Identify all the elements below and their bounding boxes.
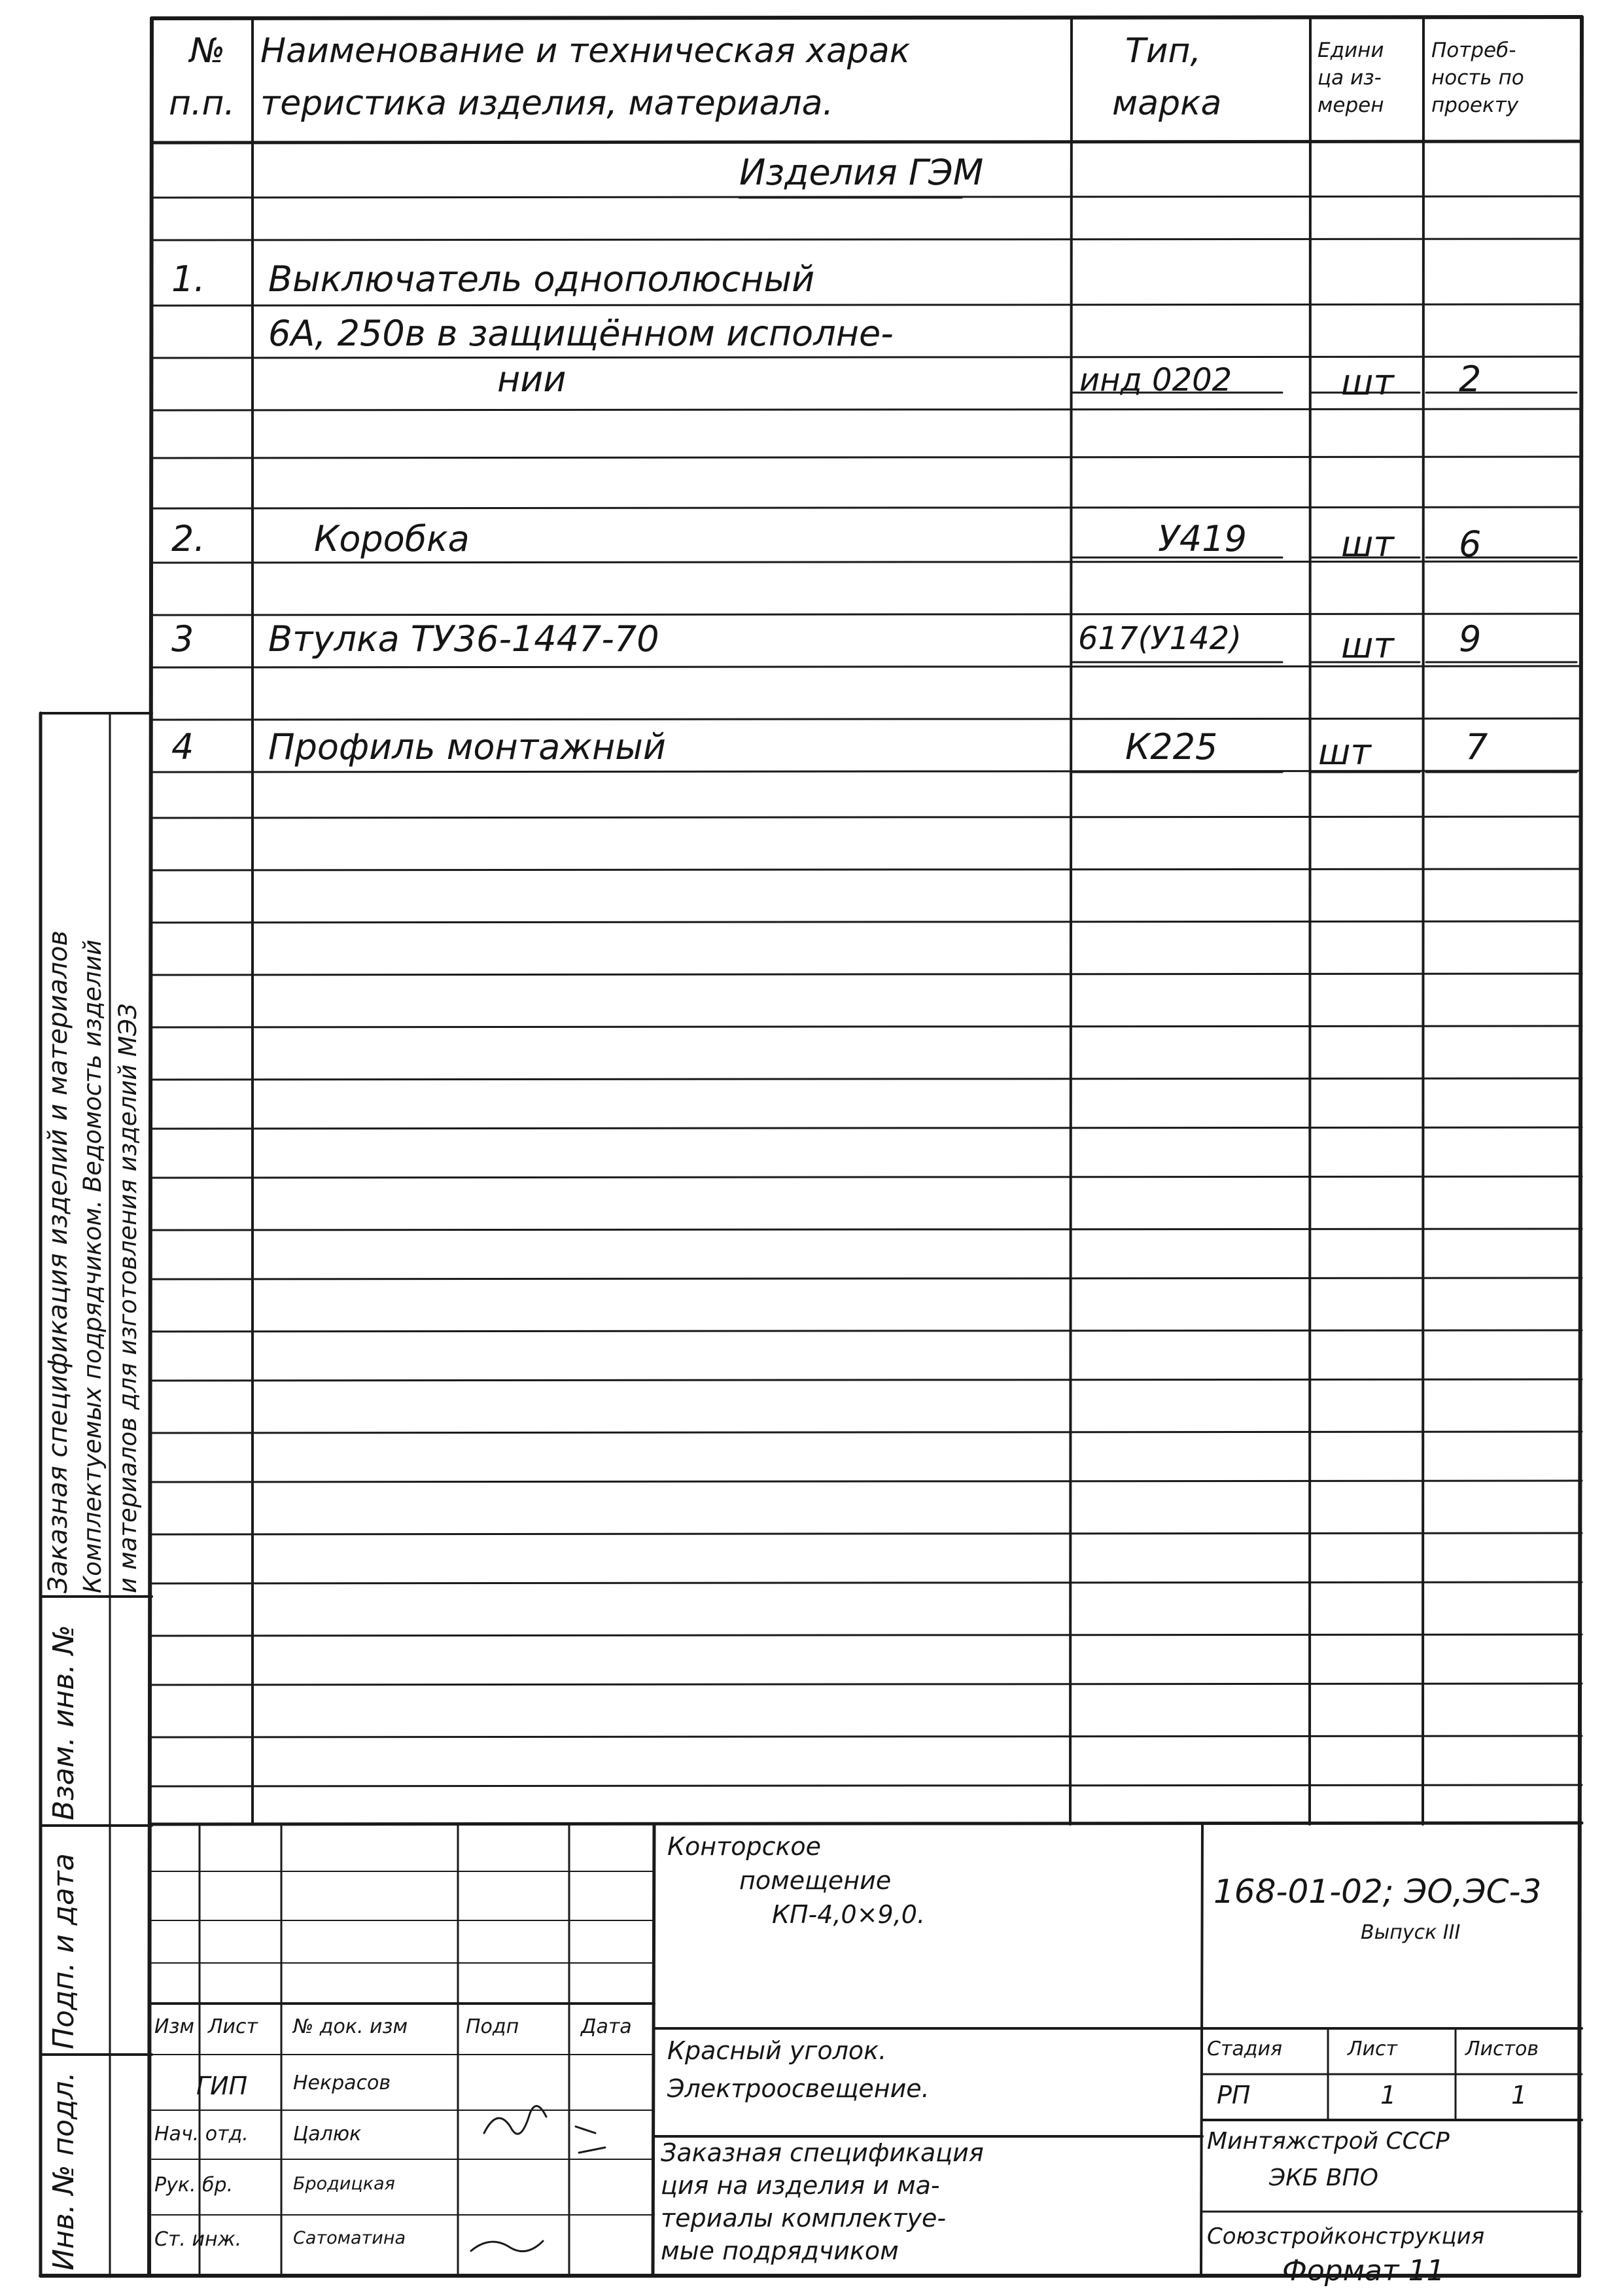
item-3-qty: 9: [1459, 618, 1482, 660]
item-3-type: 617(У142): [1078, 620, 1242, 657]
tb-object-line1: Конторское: [667, 1832, 822, 1861]
item-1-unit: шт: [1341, 362, 1394, 403]
tb-object-line2: помещение: [739, 1866, 892, 1895]
col-num-header-line2: п.п.: [169, 84, 236, 123]
col-name-header-line1: Наименование и техническая харак: [260, 31, 911, 71]
tb-doc-code: 168-01-02; ЭО,ЭС-3: [1213, 1873, 1542, 1911]
tb-role-ruk: Рук. бр.: [154, 2174, 234, 2197]
col-need-header-line3: проекту: [1431, 94, 1519, 117]
tb-spec-line3: териалы комплектуе-: [661, 2204, 947, 2233]
item-2-type: У419: [1158, 518, 1247, 559]
col-unit-header-line1: Едини: [1318, 39, 1384, 62]
tb-object-line3: КП-4,0×9,0.: [772, 1900, 926, 1929]
tb-stage-value: РП: [1217, 2081, 1251, 2110]
item-3-name: Втулка ТУ36-1447-70: [268, 618, 659, 660]
item-3-unit: шт: [1341, 625, 1394, 666]
tb-org-line3: Союзстройконструкция: [1207, 2223, 1485, 2250]
tb-name-gip: Некрасов: [293, 2072, 391, 2094]
col-num-header-line1: №: [190, 31, 226, 71]
item-2-num: 2.: [171, 518, 205, 559]
tb-sheets-value: 1: [1511, 2081, 1527, 2110]
item-1-name-line2: 6А, 250в в защищённом исполне-: [268, 313, 894, 354]
item-4-type: К225: [1125, 726, 1218, 768]
col-need-header-line1: Потреб-: [1431, 39, 1516, 62]
tb-name-ruk: Бродицкая: [293, 2174, 395, 2194]
margin-sign-date: Подп. и дата: [47, 1853, 80, 2049]
tb-sheet-label: Лист: [1348, 2038, 1398, 2060]
tb-sheets-label: Листов: [1465, 2038, 1539, 2060]
format-label: Формат 11: [1282, 2254, 1445, 2287]
item-4-unit: шт: [1318, 732, 1371, 773]
margin-inv-orig: Инв. № подл.: [47, 2072, 80, 2270]
col-unit-header-line2: ца из-: [1318, 66, 1382, 90]
margin-title-line1: Заказная спецификация изделий и материалов: [43, 930, 73, 1593]
item-1-num: 1.: [171, 258, 205, 300]
item-4-name: Профиль монтажный: [268, 726, 667, 768]
section-title: Изделия ГЭМ: [739, 152, 984, 193]
item-2-unit: шт: [1341, 523, 1394, 565]
margin-title-line3: и материалов для изготовления изделий МЭЗ: [114, 1003, 142, 1593]
tb-role-nach: Нач. отд.: [154, 2123, 249, 2146]
item-3-num: 3: [171, 618, 194, 660]
col-unit-header-line3: мерен: [1318, 94, 1384, 117]
tb-spec-line4: мые подрядчиком: [661, 2236, 899, 2265]
tb-spec-line2: ция на изделия и ма-: [661, 2171, 940, 2200]
item-1-name-line1: Выключатель однополюсный: [268, 258, 815, 300]
tb-col-date: Дата: [581, 2015, 632, 2038]
col-need-header-line2: ность по: [1431, 66, 1524, 90]
tb-col-list: Лист: [208, 2015, 258, 2038]
item-1-name-line3: нии: [497, 359, 567, 400]
tb-spec-line1: Заказная спецификация: [661, 2138, 984, 2167]
item-4-num: 4: [171, 726, 194, 768]
tb-sheet-value: 1: [1380, 2081, 1397, 2110]
tb-subject-line1: Красный уголок.: [667, 2036, 887, 2065]
col-name-header-line2: теристика изделия, материала.: [260, 84, 834, 123]
item-2-qty: 6: [1459, 523, 1482, 565]
item-1-qty: 2: [1459, 359, 1482, 400]
item-4-qty: 7: [1465, 726, 1488, 768]
tb-org-line1: Минтяжстрой СССР: [1207, 2128, 1450, 2155]
col-type-header-line1: Тип,: [1125, 31, 1202, 71]
col-type-header-line2: марка: [1112, 84, 1222, 123]
tb-name-st: Сатоматина: [293, 2228, 406, 2248]
item-1-type: инд 0202: [1079, 362, 1232, 398]
tb-org-line2: ЭКБ ВПО: [1269, 2164, 1378, 2191]
margin-title-line2: Комплектуемых подрядчиком. Ведомость изделий: [79, 939, 107, 1593]
tb-col-doc: № док. изм: [293, 2015, 408, 2038]
tb-role-st: Ст. инж.: [154, 2228, 242, 2251]
tb-name-nach: Цалюк: [293, 2123, 362, 2146]
tb-col-sign: Подп: [466, 2015, 519, 2038]
tb-col-izm: Изм: [154, 2015, 195, 2038]
item-2-name: Коробка: [314, 518, 470, 559]
tb-subject-line2: Электроосвещение.: [667, 2074, 930, 2103]
tb-issue: Выпуск III: [1361, 1921, 1461, 1944]
margin-inv-replace: Взам. инв. №: [47, 1625, 80, 1820]
tb-role-gip: ГИП: [196, 2072, 248, 2100]
tb-stage-label: Стадия: [1207, 2038, 1283, 2060]
